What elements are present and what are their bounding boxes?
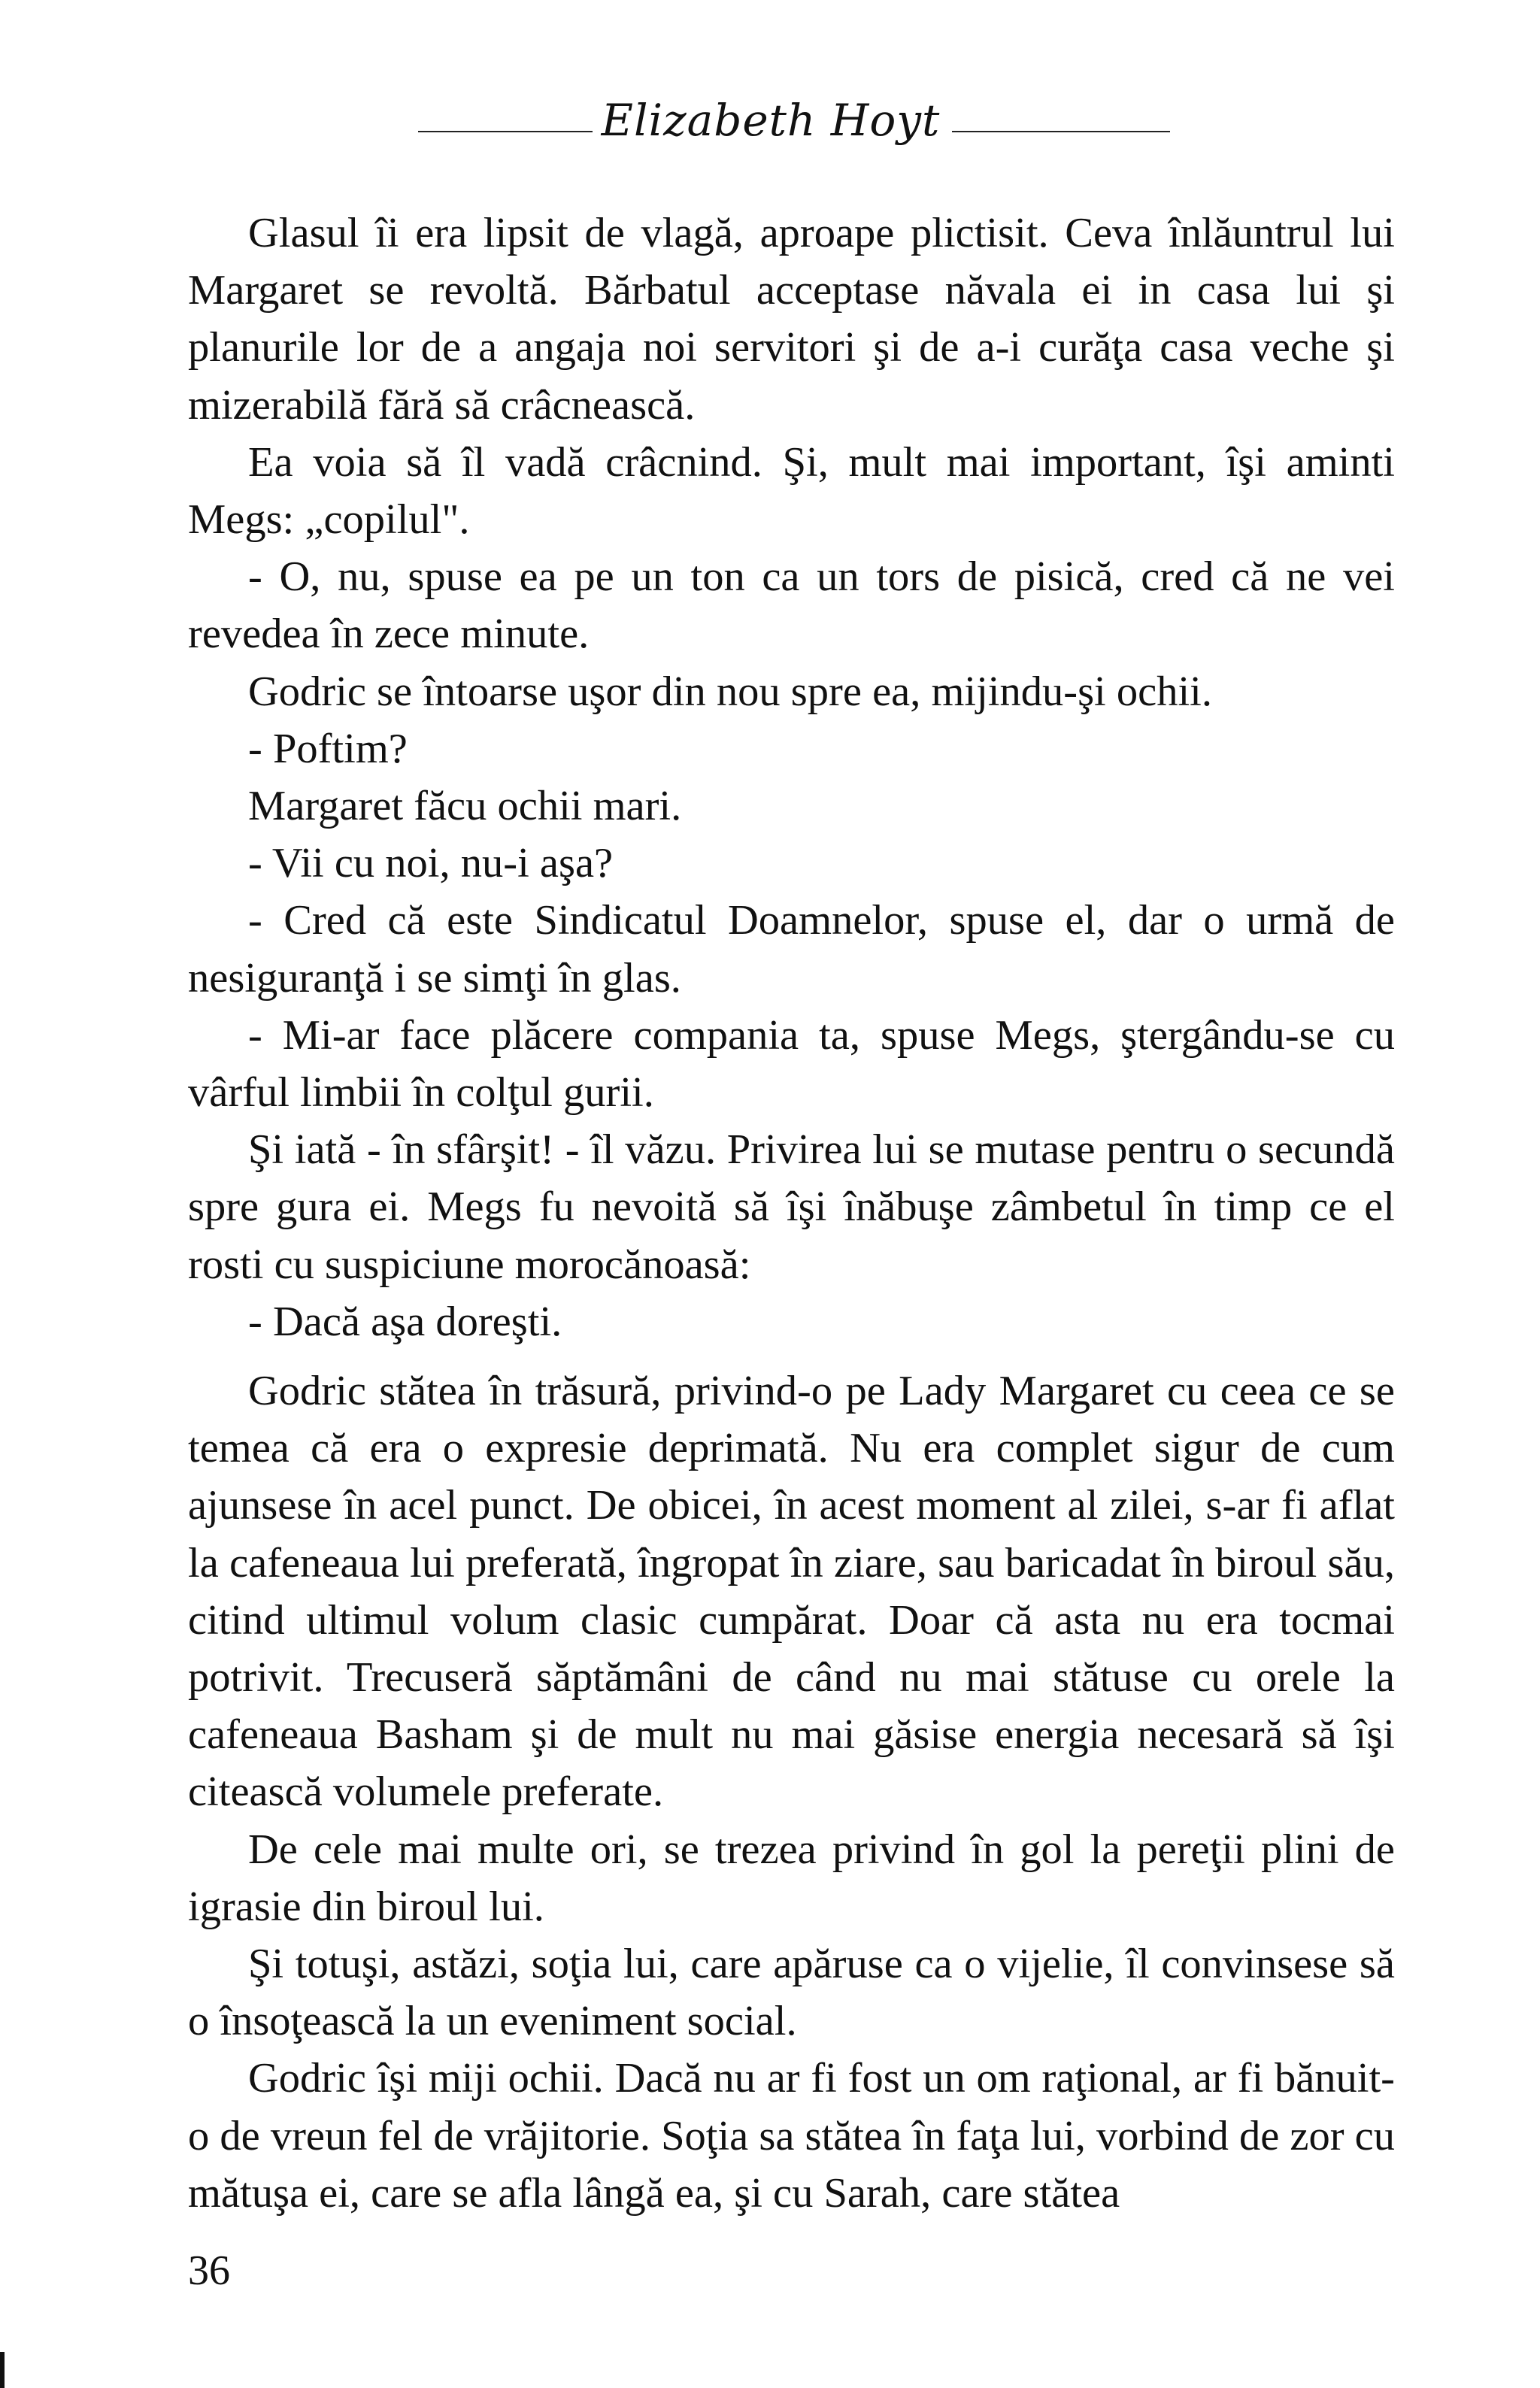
scan-edge-mark [0, 2352, 5, 2388]
header-author-name: Elizabeth Hoyt [601, 95, 941, 146]
dialogue-line: - Dacă aşa doreşti. [248, 1298, 562, 1345]
paragraph: Şi totuşi, astăzi, soţia lui, care apăruse ca o vijelie, îl convinsese să o însoţească la un eveniment social. [188, 1941, 1395, 2045]
paragraph: Ea voia să îl vadă crâcnind. Şi, mult mai important, îşi aminti Megs: „copilul". [188, 438, 1395, 544]
paragraph: Godric se întoarse uşor din nou spre ea, mijindu-şi ochii. [248, 668, 1212, 715]
paragraph: Glasul îi era lipsit de vlagă, aproape plictisit. Ceva înlăuntrul lui Margaret se revoltă. Bărbatul acceptase năvala ei in casa lui şi planurile lor de a angaja noi servitori şi de a-i curăţa casa veche şi mizerabilă fără să crâcnească. [188, 210, 1395, 429]
dialogue-line: - Mi-ar face plăcere compania ta, spuse Megs, ştergându-se cu vârful limbii în colţul gurii. [188, 1011, 1395, 1117]
dialogue-line: - O, nu, spuse ea pe un ton ca un tors de pisică, cred că ne vei revedea în zece minute. [188, 553, 1395, 658]
text-block-1 [188, 205, 1395, 1350]
dialogue-line: - Cred că este Sindicatul Doamnelor, spuse el, dar o urmă de nesiguranţă i se simţi în glas. [188, 897, 1395, 1002]
text-block-2 [188, 1362, 1395, 2222]
page-number: 36 [188, 2247, 230, 2294]
paragraph: Şi iată - în sfârşit! - îl văzu. Privirea lui se mutase pentru o secundă spre gura ei. Megs fu nevoită să îşi înăbuşe zâmbetul în timp ce el rosti cu suspiciune morocănoasă: [188, 1126, 1395, 1288]
paragraph: De cele mai multe ori, se trezea privind în gol la pereţii plini de igrasie din biroul lui. [188, 1826, 1395, 1930]
paragraph: Margaret făcu ochii mari. [248, 783, 682, 830]
running-header [0, 89, 1540, 156]
header-rule-right [952, 131, 1170, 132]
paragraph: Godric îşi miji ochii. Dacă nu ar fi fost un om raţional, ar fi bănuit-o de vreun fel de vrăjitorie. Soţia sa stătea în faţa lui, vorbind de zor cu mătuşa ei, care se afla lângă ea, şi cu Sarah, care stătea [188, 2055, 1395, 2217]
dialogue-line: - Vii cu noi, nu-i aşa? [248, 840, 614, 887]
header-rule-left [418, 131, 593, 132]
dialogue-line: - Poftim? [248, 725, 408, 772]
paragraph: Godric stătea în trăsură, privind-o pe Lady Margaret cu ceea ce se temea că era o expresie deprimată. Nu era complet sigur de cum ajunsese în acel punct. De obicei, în acest moment al zilei, s-ar fi aflat la cafeneaua lui preferată, îngropat în ziare, sau baricadat în biroul său, citind ultimul volum clasic cumpărat. Doar că asta nu era tocmai potrivit. Trecuseră săptămâni de când nu mai stătuse cu orele la cafeneaua Basham şi de mult nu mai găsise energia necesară să îşi citească volumele preferate. [188, 1368, 1395, 1816]
